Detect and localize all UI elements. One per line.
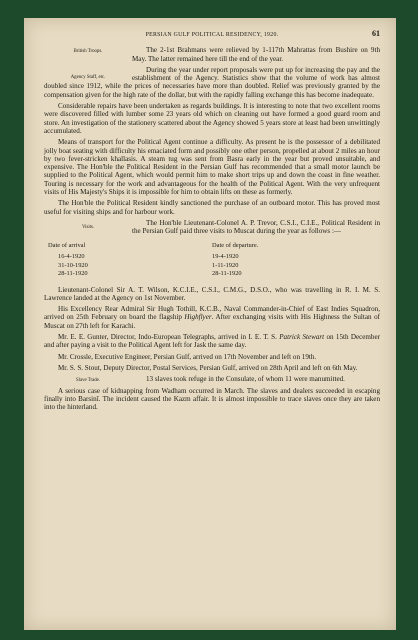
ship-name: Highflyer	[184, 313, 212, 322]
visits-date-table	[44, 242, 380, 279]
paragraph-transport: Means of transport for the Political Agent continue a difficulty. As present he is the possessor of a debilitated jolly boat seating with difficulty his emaciated form and possibly one other person, propelled at about 2 miles an hour by two fever-stricken khallasis. A steam tug was sent from Basra early in the year but proved unsuitable, and expensive. The Hon'ble the Political Resident in the Persian Gulf has recommended that a small motor launch be supplied to the Political Agent, which would permit him to make short trips up and down the coast in fine weather. Touring is necessary for the work and advantageous for the health of the Political Agent. With the very unfrequent visits of His Majesty's Ships it is impossible for him to obtain lifts on these as formerly.	[44, 138, 380, 197]
paragraph-crossle-visit: Mr. Crossle, Executive Engineer, Persian Gulf, arrived on 17th November and left on 19th.	[58, 352, 317, 361]
page-content	[44, 30, 380, 411]
paragraph-stout-visit: Mr. S. S. Stout, Deputy Director, Postal Services, Persian Gulf, arrived on 28th April and left on 6th May.	[58, 363, 358, 372]
paragraph-wilson-visit: Lieutenant-Colonel Sir A. T. Wilson, K.C.I.E., C.S.I., C.M.G., D.S.O., who was travelling in R. I. M. S. Lawrence landed at the Agency on 1st November.	[44, 285, 380, 302]
paragraph-troops: The 2-1st Brahmans were relieved by 1-117th Mahrattas from Bushire on 9th May. The latter remained here till the end of the year.	[132, 46, 380, 63]
paragraph-gunter-visit: Mr. E. E. Gunter, Director, Indo-European Telegraphs, arrived in I. E. T. S. Patrick Stewart on 15th December and after paying a visit to the Political Agent left for Jask the same day.	[44, 333, 380, 350]
departure-date: 19-4-1920	[212, 253, 239, 261]
paragraph-resident-visits: The Hon'ble Lieutenant-Colonel A. P. Trevor, C.S.I., C.I.E., Political Resident in the Persian Gulf paid three visits to Muscat during the year as follows :—	[132, 218, 380, 236]
paragraph-slaves-refuge: 13 slaves took refuge in the Consulate, of whom 11 were manumitted.	[146, 375, 345, 384]
side-note-british-troops: British Troops.	[73, 49, 103, 55]
paragraph-repairs: Considerable repairs have been undertaken as regards buildings. It is interesting to note that two excellent rooms were discovered filled with lumber some 23 years old which on cleaning out have formed a good guard room and store. An investigation of the stationery scattered about the Agency showed 5 years store at least had been unwittingly accumulated.	[44, 102, 380, 135]
arrival-column	[44, 242, 212, 279]
arrival-date: 28-11-1920	[58, 270, 88, 278]
side-note-visits: Visits.	[81, 224, 95, 230]
paragraph-admiral-visit: His Excellency Rear Admiral Sir Hugh Tothill, K.C.B., Naval Commander-in-Chief of East Indies Squadron, arrived on 25th February on board the flagship Highflyer. After exchanging visits with His Highness the Sultan of Muscat on 27th left for Karachi.	[44, 305, 380, 330]
side-note-slave-trade: Slave Trade.	[76, 378, 100, 384]
document-page	[24, 18, 396, 630]
paragraph-agency-staff: During the year under report proposals were put up for increasing the pay and the establishment of the Agency. Statistics show that the volume of work has almost doubled since 1912, while the prices of necessaries have more than doubled. Relief was previously granted by the compensation given for the high rate of the dollar, but with the rapidly falling exchange this has become inadequate.	[44, 65, 380, 99]
running-title: PERSIAN GULF POLITICAL RESIDENCY, 1920.	[145, 32, 279, 38]
departure-date: 28-11-1920	[212, 270, 242, 278]
page-header	[44, 30, 380, 39]
paragraph-kidnapping: A serious case of kidnapping from Wadham occurred in March. The slaves and dealers succeeded in escaping finally into Barsinī. The incident caused the Kazm affair. It is almost impossible to trace slaves once they are taken into the hinterland.	[44, 386, 380, 412]
ship-name: Patrick Stewart	[279, 333, 325, 342]
page-number: 61	[372, 29, 380, 38]
side-note-agency-staff: Agency Staff, etc.	[70, 74, 106, 80]
arrival-date: 31-10-1920	[58, 261, 88, 269]
departure-column	[212, 242, 380, 279]
paragraph-outboard-motor: The Hon'ble the Political Resident kindly sanctioned the purchase of an outboard motor. This has proved most useful for visiting ships and for harbour work.	[44, 199, 380, 216]
departure-date: 1-11-1920	[212, 261, 239, 269]
departure-header: Date of departure.	[212, 241, 259, 249]
arrival-date: 16-4-1920	[58, 253, 85, 261]
arrival-header: Date of arrival	[48, 241, 86, 249]
